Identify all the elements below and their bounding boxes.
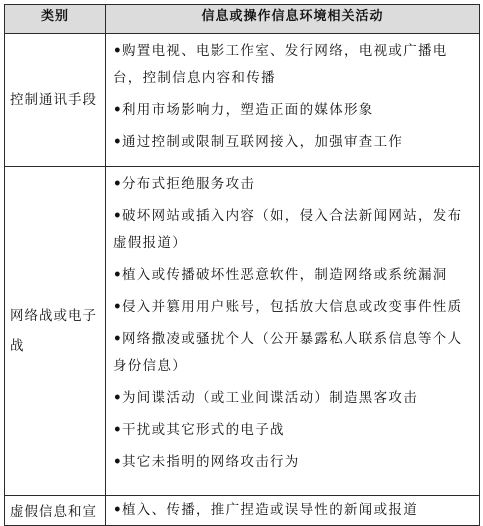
activities-cell [106,167,480,496]
bullet-icon: • [113,176,123,192]
activity-list [106,496,479,524]
category-cell: 网络战或电子战 [5,167,106,496]
list-item: •购置电视、电影工作室、发行网络，电视或广播电台，控制信息内容和传播 [113,38,473,92]
list-item: •侵入并篡用用户账号，包括放大信息或改变事件性质 [113,294,473,321]
list-item: •其它未指明的网络攻击行为 [113,449,473,476]
bullet-icon: • [113,454,123,470]
activity-list [106,34,479,160]
table-row [5,496,480,526]
bullet-icon: • [113,134,123,150]
bullet-icon: • [113,267,123,283]
bullet-icon: • [113,422,123,438]
activities-table [4,4,480,526]
header-category: 类别 [5,5,106,34]
list-item: •分布式拒绝服务攻击 [113,171,473,198]
bullet-icon: • [113,299,123,315]
activities-cell [106,496,480,526]
table-header-row [5,5,480,34]
bullet-icon: • [113,502,123,518]
activities-cell [106,34,480,167]
table-row [5,34,480,167]
list-item: •网络撒凌或骚扰个人（公开暴露私人联系信息等个人身份信息） [113,326,473,380]
category-cell: 虚假信息和宣 [5,496,106,526]
list-item: •干扰或其它形式的电子战 [113,417,473,444]
list-item: •植入、传播，推广捏造或误导性的新闻或报道 [113,497,473,524]
bullet-icon: • [113,43,123,59]
bullet-icon: • [113,102,123,118]
category-cell: 控制通讯手段 [5,34,106,167]
table-row [5,167,480,496]
bullet-icon: • [113,331,123,347]
list-item: •利用市场影响力，塑造正面的媒体形象 [113,97,473,124]
header-activities: 信息或操作信息环境相关活动 [106,5,480,34]
list-item: •通过控制或限制互联网接入，加强审查工作 [113,129,473,156]
list-item: •为间谍活动（或工业间谍活动）制造黑客攻击 [113,385,473,412]
activity-list [106,167,479,480]
bullet-icon: • [113,390,123,406]
list-item: •破坏网站或插入内容（如，侵入合法新闻网站，发布虚假报道） [113,203,473,257]
list-item: •植入或传播破坏性恶意软件，制造网络或系统漏洞 [113,262,473,289]
bullet-icon: • [113,208,123,224]
